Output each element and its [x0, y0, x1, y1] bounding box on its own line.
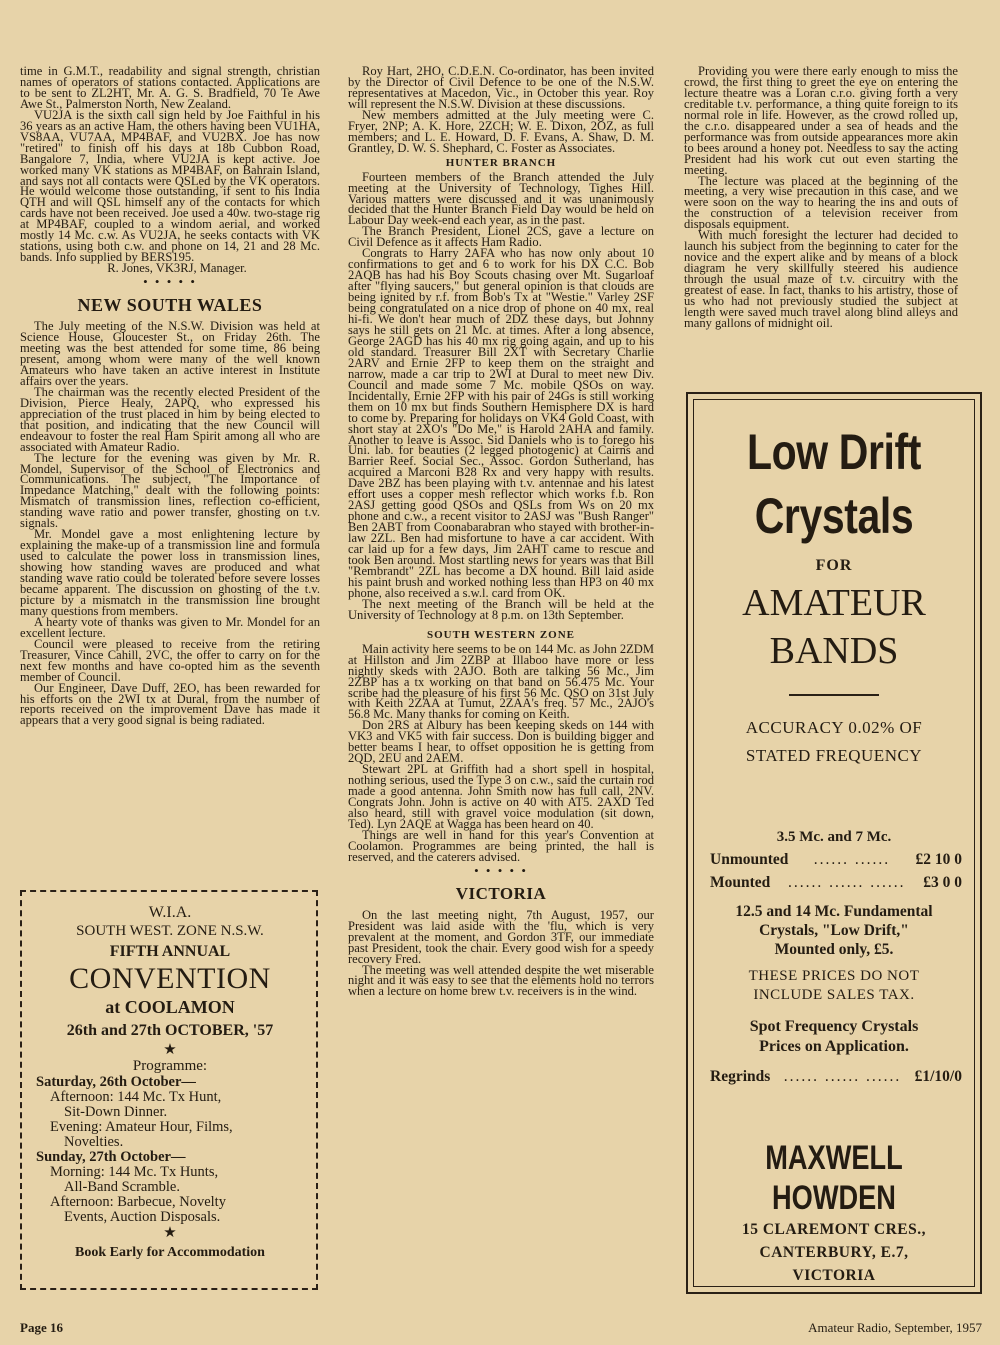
- convention-zone: SOUTH WEST. ZONE N.S.W.: [76, 923, 264, 939]
- article-paragraph: Council were pleased to receive from the retiring Treasurer, Vince Cahill, 2VC, the offer to carry on for the next few months and have co-opted him as the seventh member of Council.: [20, 636, 320, 684]
- ad-headline: Crystals: [754, 488, 914, 544]
- price-value: £2 10 0: [915, 851, 962, 868]
- programme-item: All-Band Scramble.: [64, 1179, 180, 1195]
- article-paragraph: Things are well in hand for this year's Convention at Coolamon. Programmes are being printed, the hall is reserved, and the caterers advised.: [348, 827, 654, 864]
- programme-item: Evening: Amateur Hour, Films,: [50, 1119, 233, 1135]
- article-paragraph: Fourteen members of the Branch attended the July meeting at the University of Technology, Tighes Hill. Various matters were discussed and it was unanimously decided that the Hunter Branch Field Day would be held on Labour Day week-end each year, as in the past.: [348, 169, 654, 228]
- ad-fundamental: Crystals, "Low Drift,": [759, 922, 909, 939]
- ad-headline: Low Drift: [747, 424, 921, 480]
- article-paragraph: The chairman was the recently elected President of the Division, Pierce Healy, 2APQ, who expressed his appreciation of the trust placed in him by being elected to that position, and indicating that the new Council will endeavour to foster the real Ham Spirit among all who are associated with Amateur Radio.: [20, 384, 320, 454]
- article-paragraph: The meeting was well attended despite the wet miserable night and it was easy to see that the elements hold no terrors when a lecture on home brew t.v. receivers is in the wind.: [348, 962, 654, 999]
- ad-divider: [789, 694, 879, 696]
- column-3: [684, 66, 958, 329]
- convention-org: W.I.A.: [148, 904, 192, 921]
- article-paragraph: Congrats to Harry 2AFA who has now only about 10 confirmations to get and 6 to work for his DX C.C. Bob 2AQB has had his Boy Scouts chasing over Mt. Sugarloaf after "flying saucers," but general opinion is that clouds are being ignited by r.f. from Bob's Tx at "Westie." Varley 2SF being congratulated on a nice drop of phone on 40 mx, real hi-fi. We don't hear much of 2DZ these days, but Johnny says he still gets on 21 Mc. at times. After a long absence, George 2AGD has his 40 mx rig going again, and up to his old standard. Treasurer Bill 2XT with Secretary Charlie 2ARV and Ernie 2FP to keep them on the straight and narrow, made a car trip to 2WI at Dural to meet new Div. Council and made some 7 Mc. mobile QSOs on way. Incidentally, Ernie 2FP with his pair of 24Gs is still working them on 10 mx but finds Southern Hemisphere DX is hard to come by. Preparing for holidays on VK4 Gold Coast, with short stay at 2XO's "Do Me," is Harold 2AHA and family. Another to leave is Assoc. Sid Daniels who is to forego his Uni. lab. for beauties (2 legged photogenic) at Cairns and Barrier Reef. Social Sec., Assoc. Gordon Sutherland, has acquired a Marconi B28 Rx and very happy with results. Dave 2BZ has been playing with t.v. antennae and his latest effort uses a copper mesh reflector which works f.b. Ron 2ASJ getting good QSOs and QSLs from Ws on 20 mx phone and c.w., a recent visitor to 2ASJ was "Bush Ranger" Ben 2ABT from Coonabarabran who stayed with brother-in-law 2ZL. Ben had misfortune to have a car accident. With car laid up for a few days, Jim 2AHT came to rescue and took Ben around. Most startling news for years was that Bill "Rembrandt" 2ZL has become a DX hound. Bill laid aside his paint brush and worked nothing less than HP3 on 40 mx phone, also received a s.w.l. card from OK.: [348, 246, 654, 600]
- journal-footer: Amateur Radio, September, 1957: [808, 1320, 982, 1335]
- ad-frequency-band: 3.5 Mc. and 7 Mc.: [776, 829, 892, 845]
- ad-for: FOR: [815, 557, 853, 574]
- price-leader: ...... ......: [813, 851, 891, 868]
- article-paragraph: The next meeting of the Branch will be held at the University of Technology at 8 p.m. on 13th September.: [348, 596, 654, 622]
- ad-fundamental: Mounted only, £5.: [774, 941, 894, 958]
- article-paragraph: On the last meeting night, 7th August, 1957, our President was laid aside with the 'flu, which is very prevalent at the moment, and Gordon 3TF, our immediate past President, took the chair. Every good wish for a speedy recovery Fred.: [348, 907, 654, 966]
- section-heading-nsw: NEW SOUTH WALES: [77, 295, 263, 316]
- price-row-mounted: [694, 871, 974, 894]
- ad-accuracy: ACCURACY 0.02% OF: [745, 718, 923, 737]
- convention-edition: FIFTH ANNUAL: [109, 943, 231, 960]
- section-heading-victoria: VICTORIA: [455, 883, 547, 903]
- ad-subhead: AMATEUR: [742, 582, 926, 624]
- crystals-advertisement: [686, 392, 982, 1294]
- article-paragraph: Main activity here seems to be on 144 Mc. as John 2ZDM at Hillston and Jim 2ZBP at Illaboo have more or less nightly skeds with 2AJO. Both are talking 56 Mc., Jim 2ZBP has a tx working on that band on 56.475 Mc. Your scribe had the pleasure of his first 56 Mc. QSO on 31st July with Keith 2ZAA at Tumut, 2ZAA's freq. 57 Mc., 2AJO's 56.8 Mc. Many thanks for coming on Keith.: [348, 641, 655, 722]
- article-paragraph: Mr. Mondel gave a most enlightening lecture by explaining the make-up of a transmission line and formula used to calculate the power loss in transmission lines, showing how standing waves are produced and what standing wave ratio could be tolerated before severe losses became apparent. The discussion on ghosting of the t.v. picture by a mismatch in the transmission line brought many questions from members.: [20, 527, 320, 618]
- article-paragraph: The lecture was placed at the beginning of the meeting, a very wise precaution in this case, and we were soon on the way to hearing the ins and outs of the construction of a television receiver from disposals equipment.: [684, 173, 958, 232]
- article-paragraph: Roy Hart, 2HO, C.D.E.N. Co-ordinator, has been invited by the Director of Civil Defence to be one of the N.S.W. representatives at Macedon, Vic., in October this year. Roy will represent the N.S.W. Division at these discussions.: [348, 64, 654, 111]
- article-paragraph: Providing you were there early enough to miss the crowd, the first thing to greet the eye on entering the lecture theatre was a Loran c.r.o. giving forth a very creditable t.v. performance, a thing quite foreign to its normal role in life. However, as the crowd rolled up, the c.r.o. disappeared under a sea of heads and the performance was from outside appearances more akin to bees around a honey pot. Needless to say the acting President had his work cut out even starting the meeting.: [684, 64, 958, 177]
- price-label: Mounted: [710, 874, 771, 891]
- ad-spot-frequency: Prices on Application.: [759, 1038, 909, 1055]
- article-paragraph: Stewart 2PL at Griffith had a short spell in hospital, nothing serious, used the Type 3 on c.w., said the curtain rod made a good antenna. John Smith now has full call, 2NV. Congrats John. John is active on 40 with AT5. 2AXD Ted also heard, still with gravel voice modulation (sit down, Ted). Lyn 2AQE at Wagga has been heard on 40.: [348, 762, 654, 831]
- price-row-regrinds: [694, 1065, 974, 1088]
- signature: R. Jones, VK3RJ, Manager.: [107, 261, 247, 276]
- programme-item: Novelties.: [64, 1134, 124, 1150]
- programme-item: Events, Auction Disposals.: [64, 1209, 221, 1225]
- price-label: Regrinds: [710, 1068, 771, 1085]
- ad-spot-frequency: Spot Frequency Crystals: [749, 1018, 919, 1035]
- separator-dots: • • • • •: [143, 274, 197, 290]
- ad-address: VICTORIA: [792, 1267, 876, 1284]
- article-paragraph: Our Engineer, Dave Duff, 2EO, has been rewarded for his efforts on the 2WI tx at Dural, from the number of reports received on the improvement Dave has made it appears that a very good signal is being radiated.: [20, 680, 320, 728]
- programme-item: Sit-Down Dinner.: [64, 1104, 168, 1120]
- article-paragraph: VU2JA is the sixth call sign held by Joe Faithful in his 36 years as an active Ham, the others having been VU1HA, VS8AA, VU7AA, MP4BAF, and VU2BX. Joe has now "retired" to finish off his days at 18b Cubbon Road, Bangalore 7, India, where VU2JA is kept active. Joe worked many VK stations as MP4BAF, on Bahrain Island, and says not all contacts were QSLed by the VK operators. He would welcome those outstanding, if sent to his India QTH and will QSL himself any of the contacts for which cards have not been received. Joe used a 40w. two-stage rig at MP4BAF, coupled to a windom aerial, and worked mostly 14 Mc. c.w. As VU2JA, he seeks contacts with VK stations, using both c.w. and phone on 14, 21 and 28 Mc. bands. Info supplied by BERS195.: [20, 107, 320, 265]
- ad-company-name: MAXWELL HOWDEN: [765, 1139, 903, 1217]
- column-2: [348, 66, 654, 997]
- article-paragraph: The lecture for the evening was given by Mr. R. Mondel, Supervisor of the School of Electronics and Communications. The subject, "The Importance of Impedance Matching," dealt with the following points: Mismatch of transmission lines, reflection co-efficient, standing wave ratio and power transfer, ghosting on t.v. signals.: [20, 450, 320, 531]
- separator-dots: • • • • •: [474, 862, 528, 878]
- article-paragraph: Don 2RS at Albury has been keeping skeds on 144 with VK3 and VK5 with fair success. Don is building bigger and better beams I hear, to offset opposition he is getting from 2QD, 2EU and 2AEM.: [348, 718, 654, 766]
- article-paragraph: time in G.M.T., readability and signal strength, christian names of operators of stations contacted. Applications are to be sent to ZL2HT, Mr. A. G. S. Bradfield, 70 Te Awe Awe St., Palmerston North, New Zealand.: [20, 64, 320, 111]
- article-paragraph: The Branch President, Lionel 2CS, gave a lecture on Civil Defence as it affects Ham Radio.: [348, 224, 654, 250]
- section-heading-hunter: HUNTER BRANCH: [445, 156, 557, 169]
- ad-address: 15 CLAREMONT CRES.,: [741, 1221, 927, 1238]
- section-heading-south-western: SOUTH WESTERN ZONE: [426, 628, 575, 641]
- ad-tax-note: THESE PRICES DO NOT: [748, 968, 920, 984]
- article-paragraph: New members admitted at the July meeting were C. Fryer, 2NP; A. K. Hore, 2ZCH; W. E. Dixon, 2OZ, as full members; and L. E. Howard, D. F. Evans, A. Shaw, D. M. Grantley, D. W. S. Shephard, C. Foster as Associates.: [348, 107, 654, 155]
- article-paragraph: With much foresight the lecturer had decided to launch his subject from the beginning to cater for the novice and the expert alike and by means of a block diagram he very skillfully steered his audience through the usual maze of t.v. circuitry with the greatest of ease. In fact, thanks to his artistry, those of us who had not previously studied the subject at length were saved much travel along blind alleys and many gallons of midnight oil.: [684, 228, 958, 330]
- ad-address: CANTERBURY, E.7,: [759, 1244, 909, 1261]
- programme-item: Morning: 144 Mc. Tx Hunts,: [50, 1164, 219, 1180]
- programme-day: Saturday, 26th October—: [36, 1074, 196, 1090]
- star-icon: ★: [163, 1225, 177, 1241]
- price-value: £3 0 0: [923, 874, 962, 891]
- star-icon: ★: [163, 1042, 177, 1058]
- programme-item: Afternoon: Barbecue, Novelty: [50, 1194, 226, 1210]
- article-paragraph: A hearty vote of thanks was given to Mr. Mondel for an excellent lecture.: [20, 614, 320, 640]
- article-paragraph: The July meeting of the N.S.W. Division was held at Science House, Gloucester St., on Friday 26th. The meeting was the best attended for some time, 86 being present, among whom were many of the well known Amateurs who have taken an active interest in Institute affairs over the years.: [20, 319, 320, 388]
- page-number: Page 16: [20, 1320, 63, 1335]
- ad-fundamental: 12.5 and 14 Mc. Fundamental: [735, 903, 933, 920]
- price-row-unmounted: [694, 848, 974, 871]
- booking-note: Book Early for Accommodation: [75, 1245, 265, 1260]
- ad-subhead: BANDS: [769, 630, 899, 672]
- price-leader: ...... ...... ......: [788, 874, 906, 891]
- convention-location: at COOLAMON: [105, 997, 235, 1017]
- convention-title: CONVENTION: [69, 962, 271, 995]
- ad-tax-note: INCLUDE SALES TAX.: [753, 987, 915, 1003]
- price-value: £1/10/0: [914, 1068, 962, 1085]
- column-1: [20, 66, 320, 726]
- programme-day: Sunday, 27th October—: [36, 1149, 186, 1165]
- ad-accuracy: STATED FREQUENCY: [745, 746, 923, 765]
- convention-dates: 26th and 27th OCTOBER, '57: [66, 1022, 274, 1039]
- price-leader: ...... ...... ......: [783, 1068, 902, 1085]
- programme-label: Programme:: [132, 1058, 208, 1074]
- convention-notice-box: [20, 890, 318, 1290]
- programme-item: Afternoon: 144 Mc. Tx Hunt,: [50, 1089, 222, 1105]
- price-label: Unmounted: [710, 851, 789, 868]
